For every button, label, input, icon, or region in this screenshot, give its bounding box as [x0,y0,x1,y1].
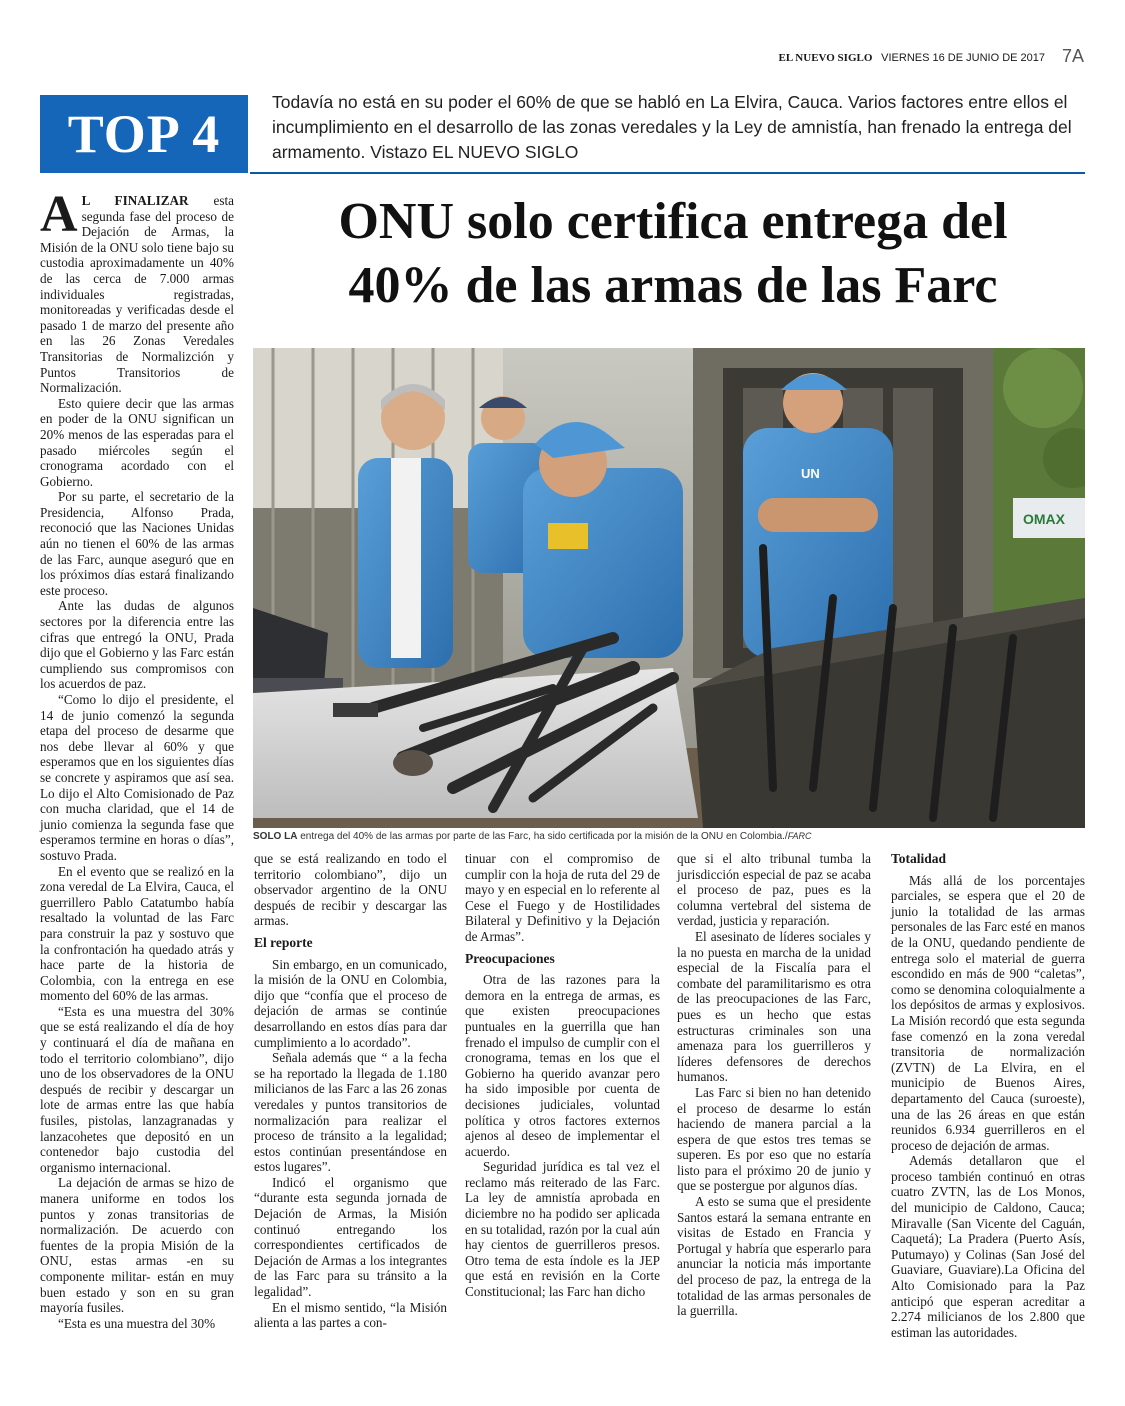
article-paragraph: En el mismo sentido, “la Misión alienta a las partes a con- [254,1299,447,1331]
article-column-1 [40,186,234,1331]
article-column-4 [677,851,871,1319]
article-column-3 [465,851,660,1300]
headline-line-1: ONU solo certifica entrega del [338,193,1008,250]
article-paragraph: Más allá de los porcentajes parciales, se espera que el 20 de junio la totalidad de las armas personales de las Farc esté en manos de la ONU, quedando pendiente de entrega solo el material de guerra escondido en más de 900 “caletas”, como se denomina coloquialmente a los depósitos de armas y explosivos. La Misión recordó que esta segunda fase comenzó en la zona veredal transitoria de normalización (ZVTN) de La Elvira, en el municipio de Buenos Aires, departamento del Cauca (suroeste), una de las 26 áreas en que están reunidos 6.934 guerrilleros en el proceso de dejación de armas. [891,872,1085,1153]
article-column-2 [254,851,447,1331]
article-paragraph: Esto quiere decir que las armas en poder de la ONU significan un 20% menos de las esperadas para el pasado miércoles según el cronograma acordado con el Gobierno. [40,395,234,489]
masthead [778,52,1045,64]
article-paragraph: Sin embargo, en un comunicado, la misión de la ONU en Colombia, dijo que “confía que el proceso de dejación de armas se continúe desarrollando en estos días para dar cumplimiento a lo acordado”. [254,956,447,1050]
header-rule [250,172,1085,174]
article-paragraph: La dejación de armas se hizo de manera uniforme en todos los puntos y zonas transitorias de normalización. De acuerdo con fuentes de la propia Misión de la ONU, estas armas -en su componente militar- están en muy buen estado y son en su gran mayoría fusiles. [40,1175,234,1316]
news-photo [253,348,1085,828]
issue-date: VIERNES 16 DE JUNIO DE 2017 [881,52,1045,64]
article-paragraph: A esto se suma que el presidente Santos estará la semana entrante en visitas de Estado en Francia y Portugal y habría que esperarlo para anunciar la noticia más importante del proceso de paz, la entrega de la totalidad de las armas personales de la guerrilla. [677,1194,871,1319]
article-paragraph: Por su parte, el secretario de la Presidencia, Alfonso Prada, reconoció que las Naciones Unidas aún no tienen el 60% de las armas de las Farc, aunque aseguró que en los próximos días estará finalizando este proceso. [40,489,234,598]
headline [258,190,1088,318]
article-paragraph [40,186,234,396]
section-badge: TOP 4 [40,95,248,173]
truck-logo: OMAX [1023,511,1065,527]
article-paragraph: Seguridad jurídica es tal vez el reclamo más reiterado de las Farc. La ley de amnistía aprobada en diciembre no ha podido ser aplicada en su totalidad, razón por la cual aún hay cientos de guerrilleros presos. Otro tema de esta índole es la JEP que está en revisión en la Corte Constitucional; las Farc han dicho [465,1159,660,1300]
drop-cap: A [40,186,78,243]
lead-text: esta segunda fase del proceso de Dejación de Armas, la Misión de la ONU solo tiene bajo su custodia aproximadamente un 40% de las cerca de 7.000 armas individuales registradas, monitoreadas y verificadas desde el pasado 1 de marzo del presente año en las 26 Zonas Veredales Transitorias de Normalizción y Puntos Transitorios de Normalización. [40,193,234,396]
article-paragraph: “Como lo dijo el presidente, el 14 de junio comenzó la segunda etapa del proceso de desarme que nos debe llevar al 60% y que esperamos que en los siguientes días se concrete y aspiramos que así sea. Lo dijo el Alto Comisionado de Paz con mucha claridad, que el 14 de junio comienza la segunda fase que esperamos termine en horas o días”, sostuvo Prada. [40,692,234,863]
article-paragraph: Las Farc si bien no han detenido el proceso de desarme lo están haciendo de manera parcial a la espera de que estos tres temas se superen. Es por eso que no estaría listo para el próximo 20 de junio y que se postergue por algunos días. [677,1084,871,1194]
article-column-5 [891,851,1085,1340]
article-paragraph: En el evento que se realizó en la zona veredal de La Elvira, Cauca, el guerrillero Pablo Catatumbo había resaltado la voluntad de las Farc para construir la paz y sostuvo que la confrontación ha quedado atrás y hace parte de la historia de Colombia, con la entrega en ese momento del 60% de las armas. [40,863,234,1004]
article-paragraph: “Esta es una muestra del 30% que se está realizando el día de hoy y continuará el día de mañana en todo el territorio colombiano”, dijo uno de los observadores de la ONU después de recibir y descargar un lote de armas entre las que había fusiles, pistolas, lanzagranadas y lanzacohetes que depositó en un contenedor bajo custodia del organismo internacional. [40,1003,234,1175]
article-paragraph: Ante las dudas de algunos sectores por la diferencia entre las cifras que entregó la ONU, Prada dijo que el Gobierno y las Farc están cumpliendo sus compromisos con los acuerdos de paz. [40,598,234,692]
photo-illustration [253,348,1085,828]
lead-word: L FINALIZAR [81,193,189,208]
article-paragraph: que si el alto tribunal tumba la jurisdicción especial de paz se acaba el proceso de paz, pues es la columna vertebral del sistema de verdad, justicia y reparación. [677,851,871,929]
article-paragraph: Señala además que “ a la fecha se ha reportado la llegada de 1.180 milicianos de las Farc a las 26 zonas veredales y puntos transitorios de normalización para realizar el proceso de tránsito a la legalidad; estos continúan presentándose en estos lugares”. [254,1050,447,1175]
caption-text: entrega del 40% de las armas por parte de las Farc, ha sido certificada por la misión de la ONU en Colombia./ [297,831,788,842]
caption-credit: FARC [787,831,812,841]
article-paragraph: El asesinato de líderes sociales y la no puesta en marcha de la unidad especial de la Fiscalía para el combate del paramilitarismo es otra de las preocupaciones de las Farc, pues es un hecho que estas estructuras criminales son una amenaza para los guerrilleros y líderes defensores de derechos humanos. [677,928,871,1085]
newspaper-name: EL NUEVO SIGLO [778,52,873,64]
page-number: 7A [1062,46,1085,66]
article-paragraph: Además detallaron que el proceso también continuó en otras cuatro ZVTN, las de Los Monos, del municipio de Caldono, Cauca; Miravalle (San Vicente del Caguán, Caquetá); La Pradera (Puerto Asís, Putumayo) y Colinas (San José del Guaviare, Guaviare).La Oficina del Alto Comisionado para la Paz anticipó que esperan acreditar a 2.274 milicianos de los 2.800 que estiman las autoridades. [891,1153,1085,1340]
photo-caption [253,831,1085,842]
article-paragraph: que se está realizando en todo el territorio colombiano”, dijo un observador argentino de la ONU después de recibir y descargar las armas. [254,851,447,929]
article-paragraph: “Esta es una muestra del 30% [58,1315,216,1331]
subhead-preocupaciones: Preocupaciones [465,950,555,966]
article-paragraph: tinuar con el compromiso de cumplir con la hoja de ruta del 29 de mayo y en especial en lo referente al Cese el Fuego y de Hostilidades Bilateral y Definitivo y la Dejación de Armas”. [465,851,660,944]
article-paragraph: Otra de las razones para la demora en la entrega de armas, es que existen preocupaciones puntuales en la guerrilla que han frenado el impulso de cumplir con el cronograma, temas en los que el Gobierno ha querido avanzar pero ha sido imposible por cuenta de decisiones judiciales, voluntad política y otros factores externos ajenos al deseo de implementar el acuerdo. [465,972,660,1159]
subhead-totalidad: Totalidad [891,851,947,866]
caption-lead: SOLO LA [253,831,298,842]
article-deck: Todavía no está en su poder el 60% de que se habló en La Elvira, Cauca. Varios factores entre ellos el incumplimiento en el desarrollo de las zonas veredales y la Ley de amnistía, han frenado la entrega del armamento. Vistazo EL NUEVO SIGLO [272,92,1072,162]
subhead-el-reporte: El reporte [254,934,313,950]
un-vest-text: UN [801,466,820,481]
headline-line-2: 40% de las armas de las Farc [348,257,998,314]
article-paragraph: Indicó el organismo que “durante esta segunda jornada de Dejación de Armas, la Misión continuó entregando los correspondientes certificados de Dejación de Armas a los integrantes de las Farc para su tránsito a la legalidad”. [254,1174,447,1300]
